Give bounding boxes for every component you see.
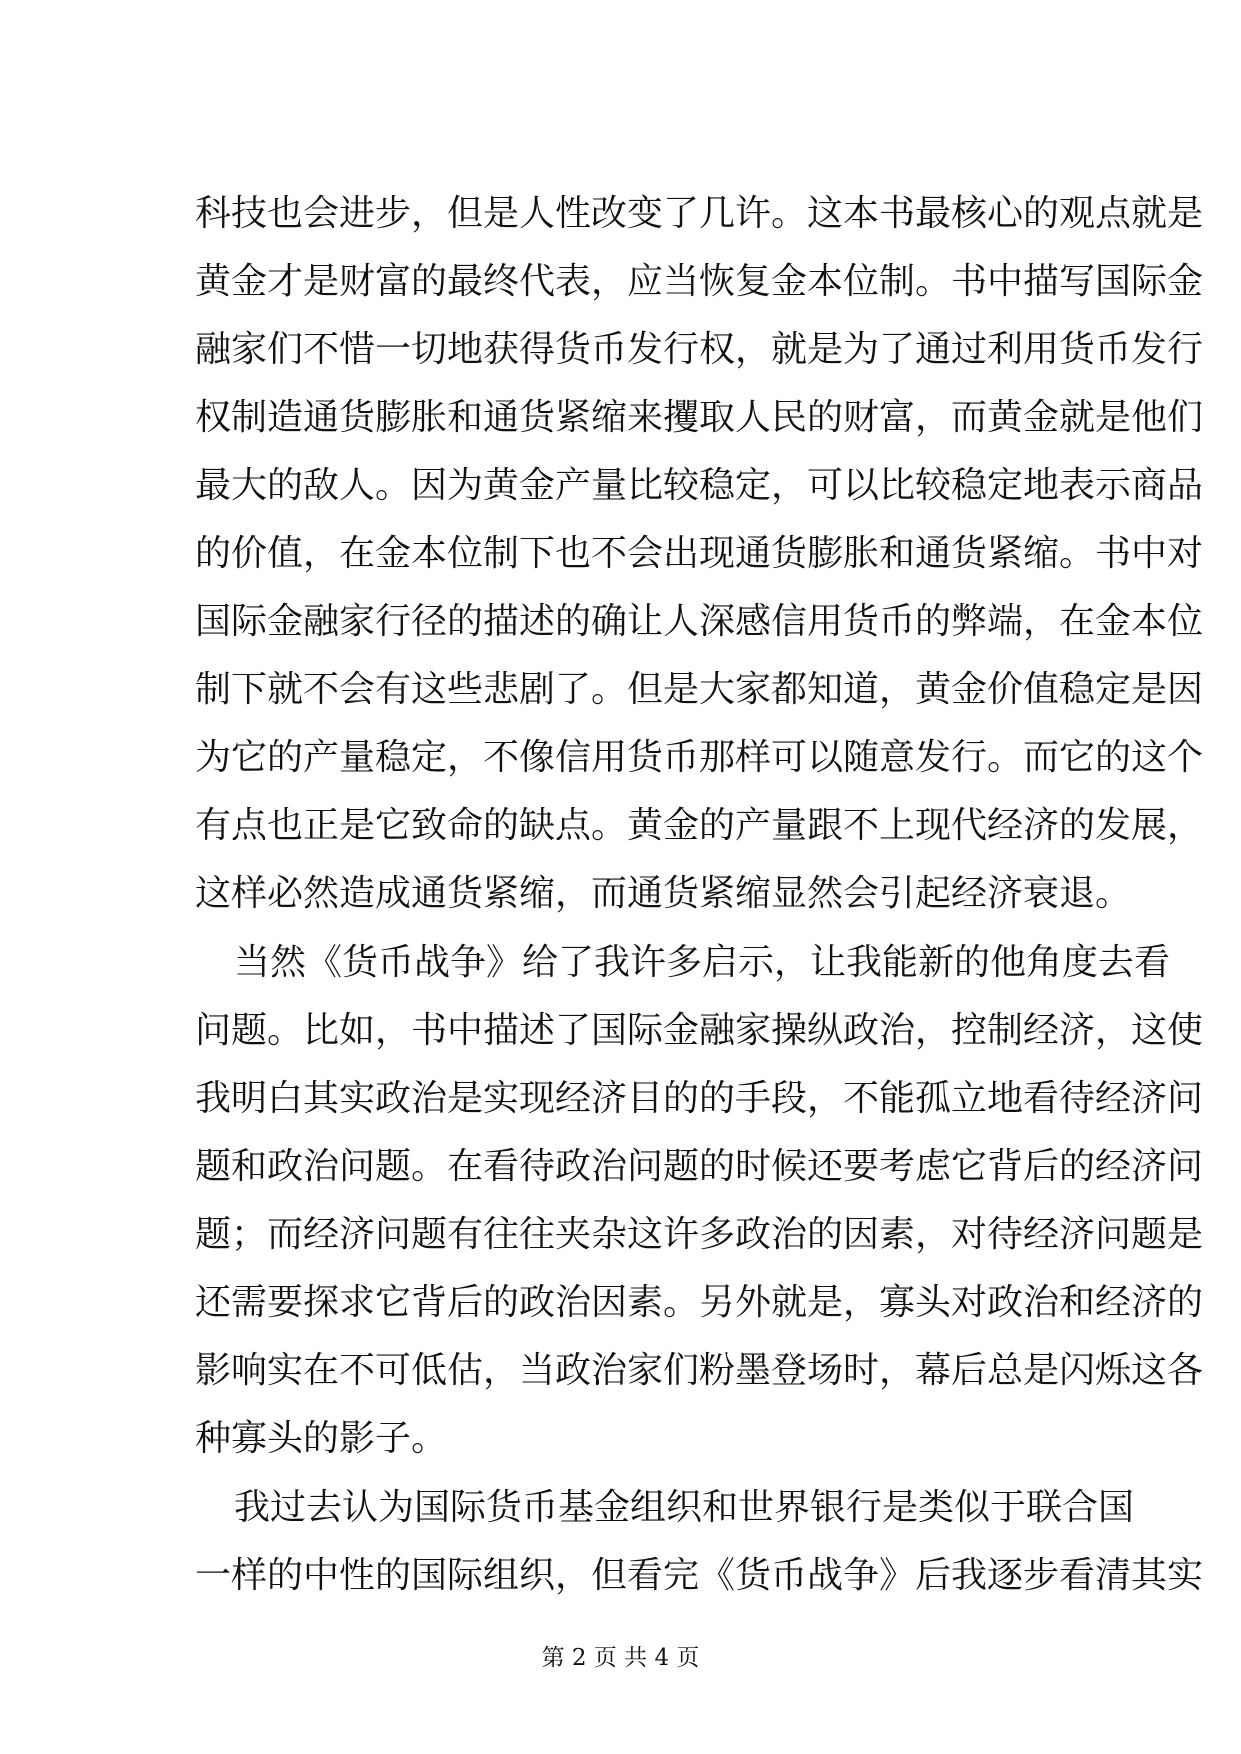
text-line: 种寡头的影子。 [195,1418,448,1459]
text-line: 我明白其实政治是实现经济目的的手段，不能孤立地看待经济问 [195,1078,1204,1119]
page-number-footer: 第 2 页 共 4 页 [541,1645,700,1671]
text-line: 科技也会进步，但是人性改变了几许。这本书最核心的观点就是 [195,193,1204,234]
text-line: 我过去认为国际货币基金组织和世界银行是类似于联合国 [234,1487,1135,1528]
text-line: 最大的敌人。因为黄金产量比较稳定，可以比较稳定地表示商品 [195,465,1204,506]
text-line: 制下就不会有这些悲剧了。但是大家都知道，黄金价值稳定是因 [195,669,1204,710]
text-line: 一样的中性的国际组织，但看完《货币战争》后我逐步看清其实 [195,1555,1204,1596]
text-line: 这样必然造成通货紧缩，而通货紧缩显然会引起经济衰退。 [195,873,1132,914]
text-line: 影响实在不可低估，当政治家们粉墨登场时，幕后总是闪烁这各 [195,1350,1204,1391]
text-line: 有点也正是它致命的缺点。黄金的产量跟不上现代经济的发展， [195,805,1204,846]
text-line: 融家们不惜一切地获得货币发行权，就是为了通过利用货币发行 [195,329,1204,370]
text-line: 国际金融家行径的描述的确让人深感信用货币的弊端，在金本位 [195,601,1204,642]
text-line: 权制造通货膨胀和通货紧缩来攫取人民的财富，而黄金就是他们 [195,397,1204,438]
text-line: 为它的产量稳定，不像信用货币那样可以随意发行。而它的这个 [195,737,1204,778]
text-line: 黄金才是财富的最终代表，应当恢复金本位制。书中描写国际金 [195,261,1204,302]
text-line: 问题。比如，书中描述了国际金融家操纵政治，控制经济，这使 [195,1010,1204,1051]
text-line: 当然《货币战争》给了我许多启示，让我能新的他角度去看 [234,942,1171,983]
text-line: 还需要探求它背后的政治因素。另外就是，寡头对政治和经济的 [195,1282,1204,1323]
text-line: 题和政治问题。在看待政治问题的时候还要考虑它背后的经济问 [195,1146,1204,1187]
text-line: 题；而经济问题有往往夹杂这许多政治的因素，对待经济问题是 [195,1214,1204,1255]
text-line: 的价值，在金本位制下也不会出现通货膨胀和通货紧缩。书中对 [195,533,1204,574]
